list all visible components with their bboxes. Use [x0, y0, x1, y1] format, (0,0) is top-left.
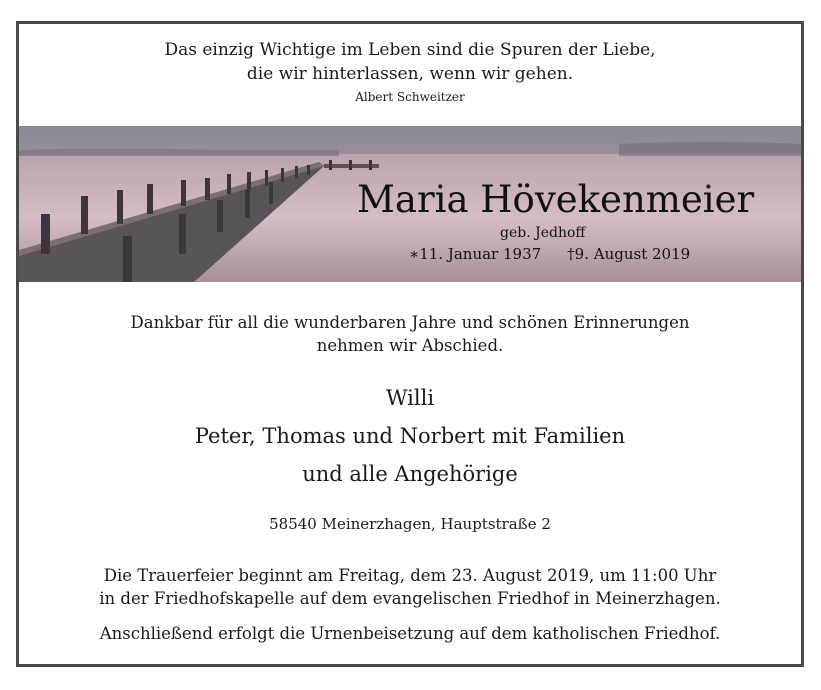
quote-line-1: Das einzig Wichtige im Leben sind die Spuren der Liebe,: [164, 40, 656, 60]
quote-line-2: die wir hinterlassen, wenn wir gehen.: [246, 64, 574, 84]
cross-icon: †: [567, 245, 575, 263]
pier-banner: [19, 126, 801, 282]
thanks-line-2: nehmen wir Abschied.: [316, 336, 504, 355]
ceremony-line-1: Die Trauerfeier beginnt am Freitag, dem 23. August 2019, um 11:00 Uhr: [103, 566, 717, 585]
quote-author: Albert Schweitzer: [355, 90, 465, 104]
obituary-frame: [16, 21, 804, 667]
address: 58540 Meinerzhagen, Hauptstraße 2: [269, 515, 551, 533]
born-star-icon: ∗: [409, 245, 420, 263]
thanks-text: [19, 311, 801, 357]
deceased-name: Maria Hövekenmeier: [357, 178, 755, 221]
life-dates: [409, 244, 690, 264]
thanks-line-1: Dankbar für all die wunderbaren Jahre und schönen Erinnerungen: [130, 313, 690, 332]
family-line-2: Peter, Thomas und Norbert mit Familien: [194, 424, 626, 448]
death-date: 9. August 2019: [574, 245, 691, 263]
family-line-3: und alle Angehörige: [302, 462, 518, 486]
birth-date: 11. Januar 1937: [419, 245, 542, 263]
ceremony-line-2: in der Friedhofskapelle auf dem evangelischen Friedhof in Meinerzhagen.: [99, 589, 721, 608]
family-line-1: Willi: [385, 386, 435, 410]
ceremony-text: [19, 564, 801, 610]
birth-name: geb. Jedhoff: [500, 225, 586, 241]
quote: [19, 38, 801, 107]
family-list: [19, 379, 801, 493]
urn-burial-text: Anschließend erfolgt die Urnenbeisetzung auf dem katholischen Friedhof.: [99, 624, 721, 643]
